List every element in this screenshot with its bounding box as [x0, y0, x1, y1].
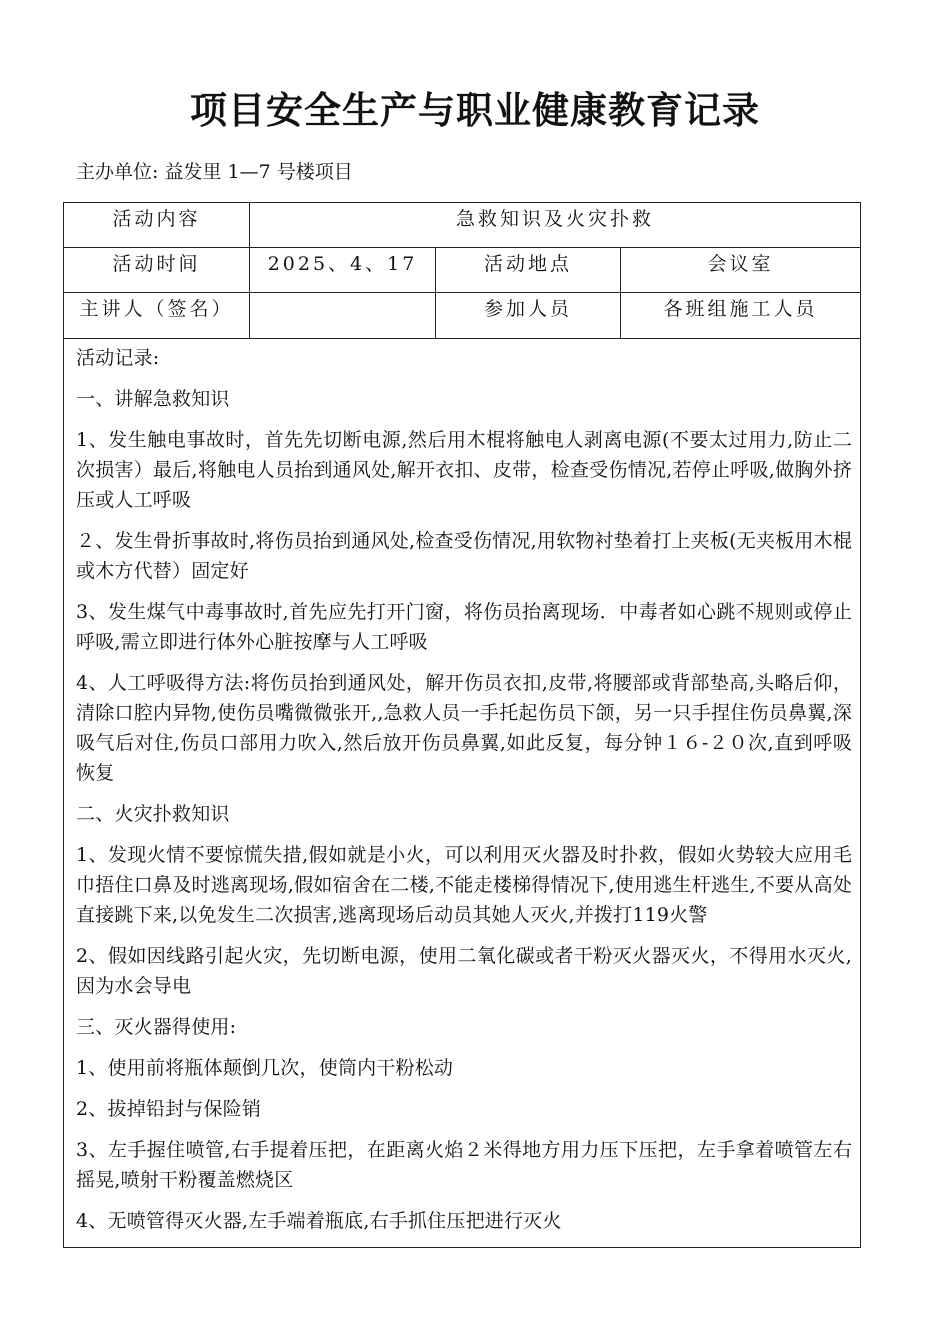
organizer-line: 主办单位: 益发里 1—7 号楼项目 [76, 161, 353, 183]
activity-record-cell [64, 339, 861, 1248]
speaker-signature [250, 293, 436, 339]
activity-location-value: 会议室 [621, 248, 861, 293]
activity-location-label: 活动地点 [436, 248, 621, 293]
speaker-label: 主讲人（签名） [64, 293, 250, 339]
record-line: 1、发现火情不要惊慌失措,假如就是小火，可以利用灭火器及时扑救，假如火势较大应用毛巾捂住口鼻及时逃离现场,假如宿舍在二楼,不能走楼梯得情况下,使用逃生杆逃生,不要从高处直接跳下来,以免发生二次损害,逃离现场后动员其她人灭火,并拨打119火警 [76, 844, 853, 926]
record-line: 2、假如因线路引起火灾，先切断电源，使用二氧化碳或者干粉灭火器灭火，不得用水灭火,因为水会导电 [76, 945, 853, 997]
record-line: 一、讲解急救知识 [76, 388, 230, 410]
record-line: 二、火灾扑救知识 [76, 803, 230, 825]
record-line: 1、发生触电事故时，首先先切断电源,然后用木棍将触电人剥离电源(不要太过用力,防止二次损害）最后,将触电人员抬到通风处,解开衣扣、皮带，检查受伤情况,若停止呼吸,做胸外挤压或人工呼吸 [76, 429, 853, 511]
activity-time-value: 2025、4、17 [250, 248, 436, 293]
record-line: 2、拔掉铅封与保险销 [76, 1098, 262, 1120]
record-line: 3、发生煤气中毒事故时,首先应先打开门窗，将伤员抬离现场．中毒者如心跳不规则或停止呼吸,需立即进行体外心脏按摩与人工呼吸 [76, 601, 853, 653]
record-line: 4、人工呼吸得方法:将伤员抬到通风处，解开伤员衣扣,皮带,将腰部或背部垫高,头略后仰，清除口腔内异物,使伤员嘴微微张开,,急救人员一手托起伤员下颌，另一只手捏住伤员鼻翼,深吸气后对住,伤员口部用力吹入,然后放开伤员鼻翼,如此反复，每分钟１６-２０次,直到呼吸恢复 [76, 672, 853, 784]
record-table [63, 202, 861, 1248]
activity-record-heading: 活动记录: [76, 347, 160, 369]
participants-label: 参加人员 [436, 293, 621, 339]
activity-content-value: 急救知识及火灾扑救 [250, 203, 861, 248]
activity-time-label: 活动时间 [64, 248, 250, 293]
record-line: 1、使用前将瓶体颠倒几次，使筒内干粉松动 [76, 1057, 454, 1079]
record-line: 三、灭火器得使用: [76, 1016, 237, 1038]
record-line: ２、发生骨折事故时,将伤员抬到通风处,检查受伤情况,用软物衬垫着打上夹板(无夹板用木棍或木方代替）固定好 [76, 530, 853, 582]
record-line: 3、左手握住喷管,右手提着压把，在距离火焰２米得地方用力压下压把，左手拿着喷管左右摇晃,喷射干粉覆盖燃烧区 [76, 1139, 853, 1191]
document-title: 项目安全生产与职业健康教育记录 [190, 89, 760, 132]
activity-content-label: 活动内容 [64, 203, 250, 248]
record-line: 4、无喷管得灭火器,左手端着瓶底,右手抓住压把进行灭火 [76, 1210, 562, 1232]
participants-value: 各班组施工人员 [621, 293, 861, 339]
